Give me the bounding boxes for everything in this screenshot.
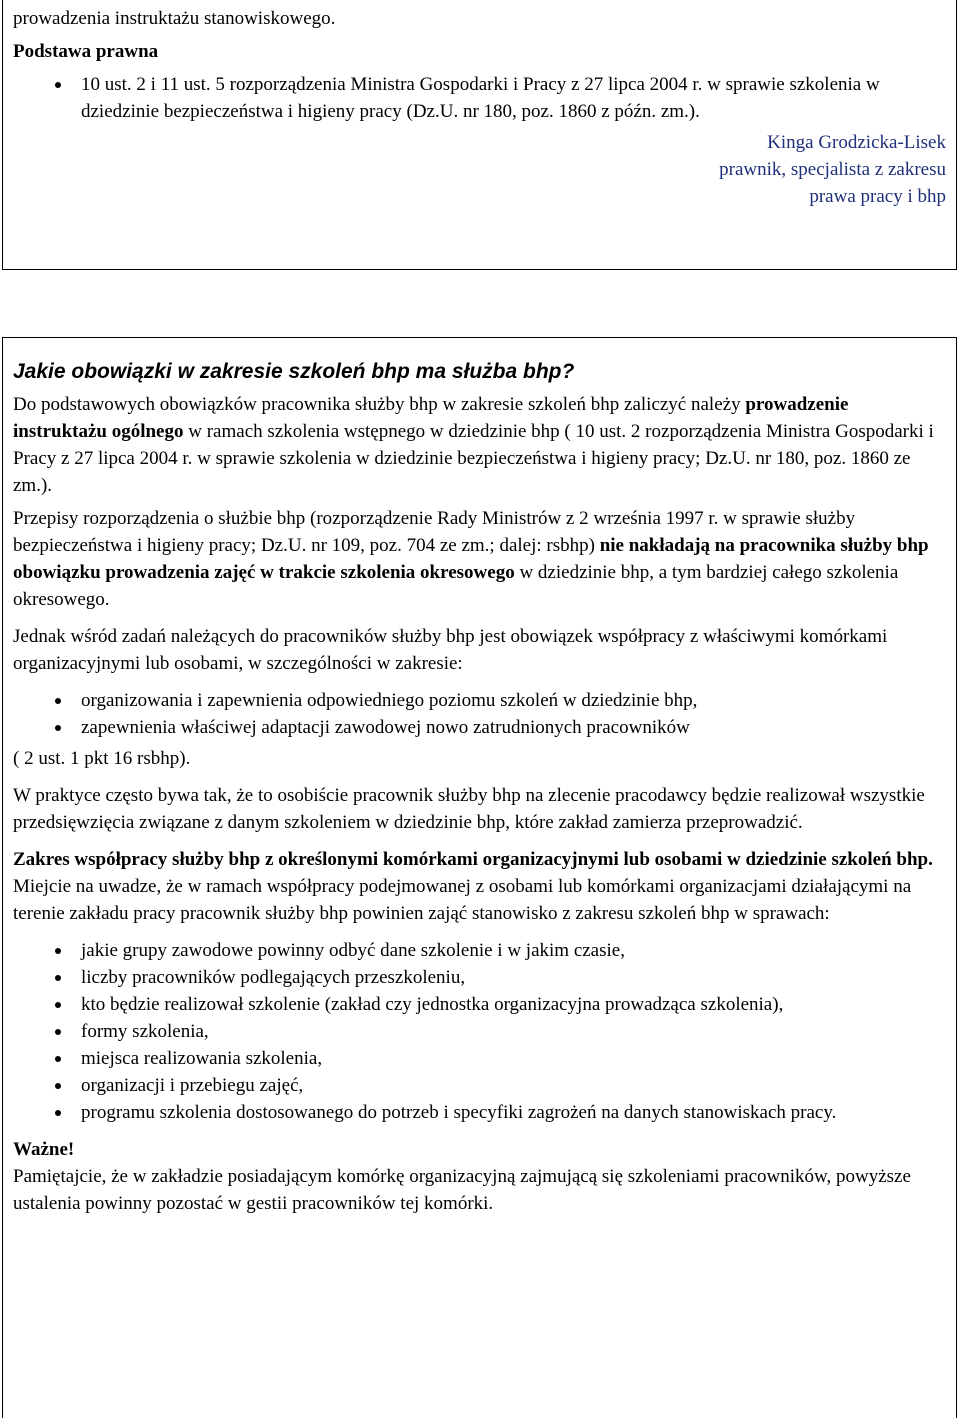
list-item: organizowania i zapewnienia odpowiedniego poziomu szkoleń w dziedzinie bhp, — [3, 687, 956, 714]
intro-text: prowadzenia instruktażu stanowiskowego. — [13, 8, 336, 29]
section-subheading: Zakres współpracy służby bhp z określonymi komórkami organizacyjnymi lub osobami w dziedzinie szkoleń bhp. — [13, 849, 933, 870]
bullet-icon — [55, 1110, 61, 1116]
list-item: miejsca realizowania szkolenia, — [3, 1045, 956, 1072]
important-label: Ważne! — [13, 1139, 75, 1160]
list-item: zapewnienia właściwej adaptacji zawodowej nowo zatrudnionych pracowników — [3, 714, 956, 741]
training-matters-list — [3, 937, 956, 1126]
article-box — [2, 337, 957, 1418]
list-item: programu szkolenia dostosowanego do potrzeb i specyfiki zagrożeń na danych stanowiskach pracy. — [3, 1099, 956, 1126]
previous-article-box — [2, 0, 957, 270]
author-name: Kinga Grodzicka-Lisek — [767, 132, 946, 153]
legal-basis-list — [3, 71, 956, 125]
paragraph: Przepisy rozporządzenia o służbie bhp (rozporządzenie Rady Ministrów z 2 września 1997 r. w sprawie służby bezpieczeństwa i higieny pracy; Dz.U. nr 109, poz. 704 ze zm.; dalej: rsbhp) nie nakładają na pracownika służby bhp obowiązku prowadzenia zajęć w trakcie szkolenia okresowego w dziedzinie bhp, a tym bardziej całego szkolenia okresowego. — [13, 508, 929, 610]
paragraph: Miejcie na uwadze, że w ramach współpracy podejmowanej z osobami lub komórkami organizacjami działającymi na terenie zakładu pracy pracownik służby bhp powinien zająć stanowisko z zakresu szkoleń bhp w sprawach: — [13, 876, 912, 924]
paragraph: Jednak wśród zadań należących do pracowników służby bhp jest obowiązek współpracy z właściwymi komórkami organizacyjnymi lub osobami, w szczególności w zakresie: — [13, 626, 888, 674]
bullet-icon — [55, 725, 61, 731]
author-role: prawnik, specjalista z zakresu — [719, 159, 946, 180]
cooperation-list — [3, 687, 956, 741]
important-text: Pamiętajcie, że w zakładzie posiadającym komórkę organizacyjną zajmującą się szkoleniami pracowników, powyższe ustalenia powinny pozostać w gestii pracowników tej komórki. — [13, 1166, 911, 1214]
bullet-icon — [55, 698, 61, 704]
author-role: prawa pracy i bhp — [809, 186, 946, 207]
bullet-icon — [55, 82, 61, 88]
legal-basis-heading: Podstawa prawna — [13, 41, 159, 62]
bullet-icon — [55, 1029, 61, 1035]
list-item: liczby pracowników podlegających przeszkoleniu, — [3, 964, 956, 991]
paragraph: Do podstawowych obowiązków pracownika służby bhp w zakresie szkoleń bhp zaliczyć należy prowadzenie instruktażu ogólnego w ramach szkolenia wstępnego w dziedzinie bhp ( 10 ust. 2 rozporządzenia Ministra Gospodarki i Pracy z 27 lipca 2004 r. w sprawie szkolenia w dziedzinie bezpieczeństwa i higieny pracy; Dz.U. nr 180, poz. 1860 ze zm.). — [13, 394, 934, 496]
list-item: jakie grupy zawodowe powinny odbyć dane szkolenie i w jakim czasie, — [3, 937, 956, 964]
bullet-icon — [55, 948, 61, 954]
list-item: organizacji i przebiegu zajęć, — [3, 1072, 956, 1099]
bullet-icon — [55, 1002, 61, 1008]
bullet-icon — [55, 1056, 61, 1062]
list-item: formy szkolenia, — [3, 1018, 956, 1045]
bullet-icon — [55, 1083, 61, 1089]
list-item: 10 ust. 2 i 11 ust. 5 rozporządzenia Ministra Gospodarki i Pracy z 27 lipca 2004 r. w sprawie szkolenia w dziedzinie bezpieczeństwa i higieny pracy (Dz.U. nr 180, poz. 1860 z późn. zm.). — [3, 71, 956, 125]
article-title: Jakie obowiązki w zakresie szkoleń bhp ma służba bhp? — [13, 360, 575, 383]
paragraph: W praktyce często bywa tak, że to osobiście pracownik służby bhp na zlecenie pracodawcy będzie realizował wszystkie przedsięwzięcia związane z danym szkoleniem w dziedzinie bhp, które zakład zamierza przeprowadzić. — [13, 785, 925, 833]
bullet-icon — [55, 975, 61, 981]
list-item: kto będzie realizował szkolenie (zakład czy jednostka organizacyjna prowadząca szkolenia), — [3, 991, 956, 1018]
reference-text: ( 2 ust. 1 pkt 16 rsbhp). — [13, 748, 191, 769]
